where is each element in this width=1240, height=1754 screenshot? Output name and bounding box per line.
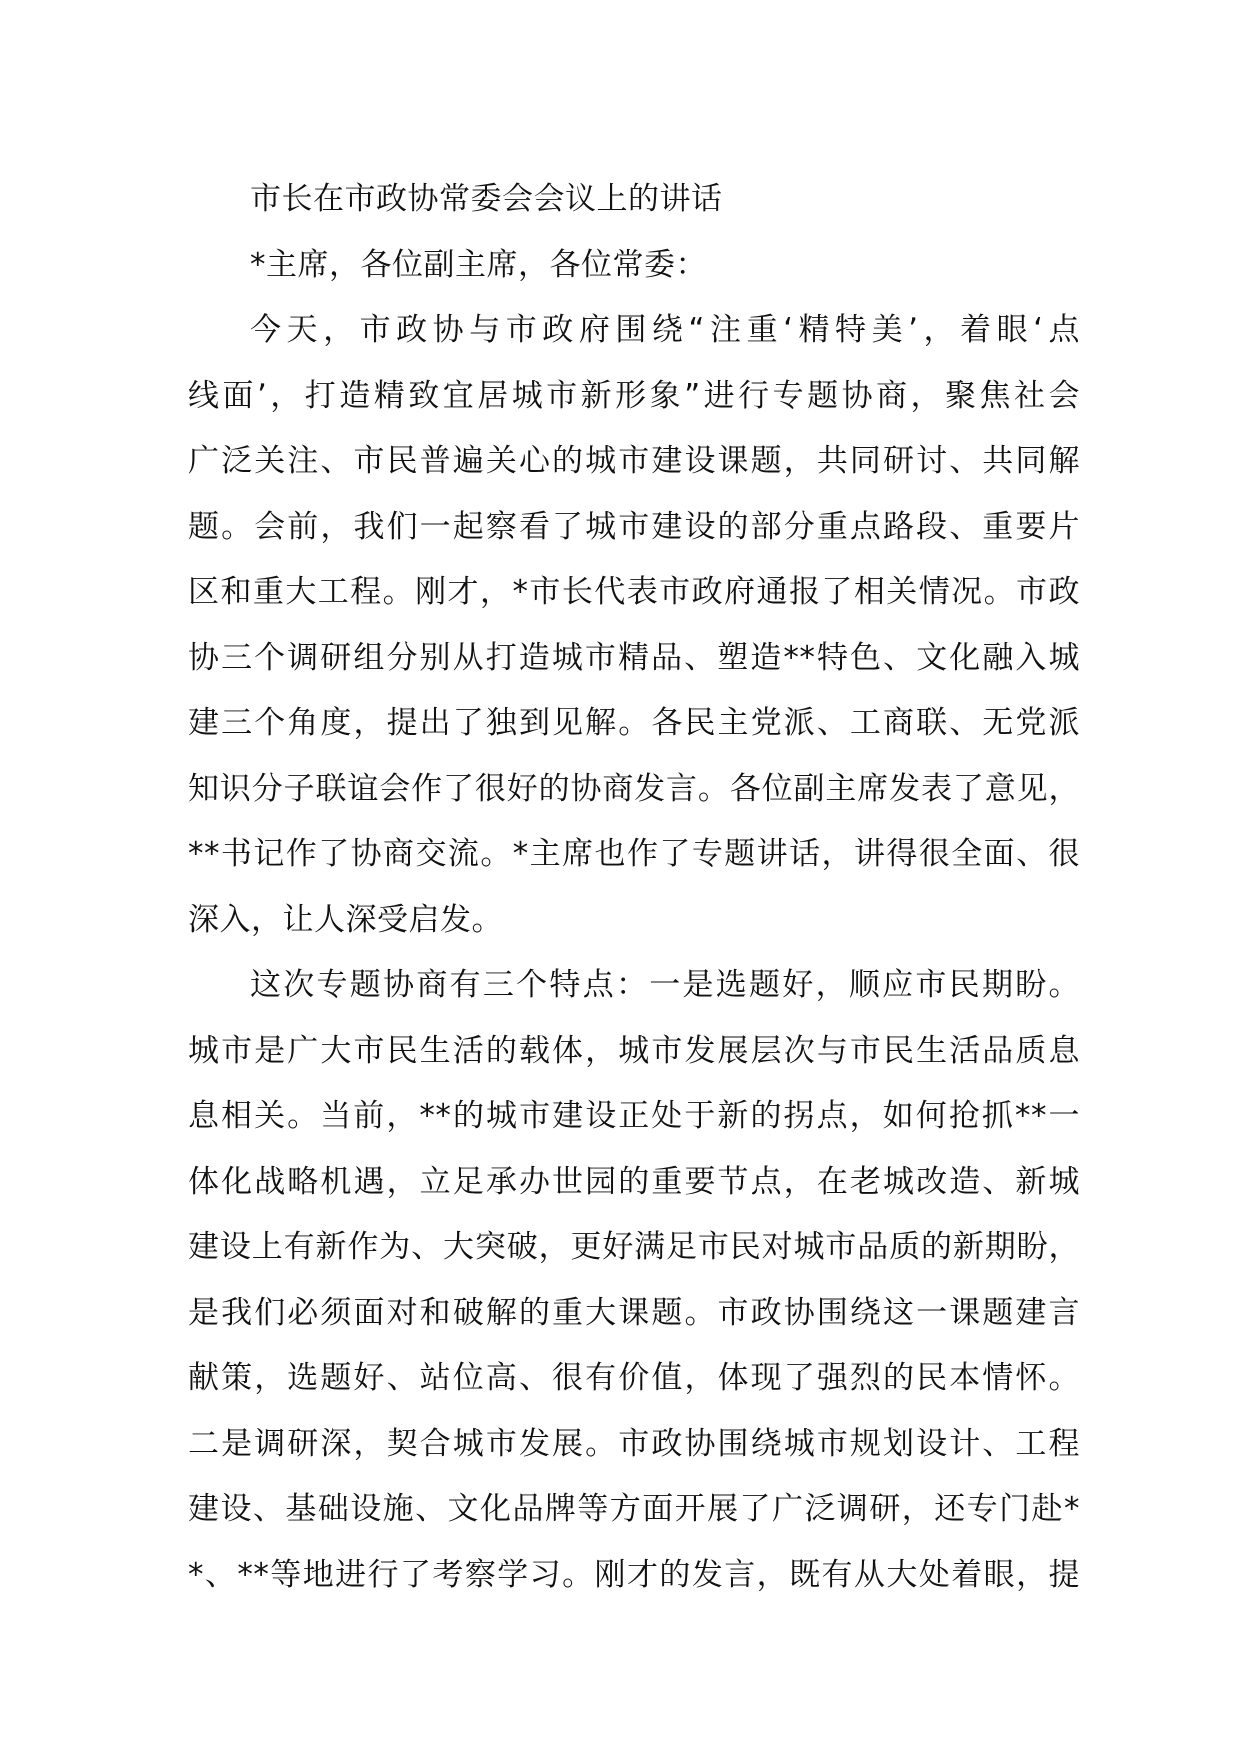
paragraph-line: 体化战略机遇，立足承办世园的重要节点，在老城改造、新城 xyxy=(188,1163,1080,1200)
document-title: 市长在市政协常委会会议上的讲话 xyxy=(250,181,723,217)
paragraph-line: 区和重大工程。刚才，*市长代表市政府通报了相关情况。市政 xyxy=(188,574,1080,610)
paragraph-line: 息相关。当前，**的城市建设正处于新的拐点，如何抢抓**一 xyxy=(188,1098,1080,1134)
paragraph-line: **书记作了协商交流。*主席也作了专题讲话，讲得很全面、很 xyxy=(188,836,1080,872)
paragraph-line: 协三个调研组分别从打造城市精品、塑造**特色、文化融入城 xyxy=(188,639,1080,676)
salutation: *主席，各位副主席，各位常委： xyxy=(250,246,707,283)
paragraph-line: 题。会前，我们一起察看了城市建设的部分重点路段、重要片 xyxy=(188,508,1080,545)
paragraph-line: 线面’，打造精致宜居城市新形象”进行专题协商，聚焦社会 xyxy=(188,377,1080,414)
document-body xyxy=(188,167,1080,1608)
paragraph-line: 建设、基础设施、文化品牌等方面开展了广泛调研，还专门赴* xyxy=(188,1491,1080,1527)
paragraph-line: 知识分子联谊会作了很好的协商发言。各位副主席发表了意见， xyxy=(188,770,1080,807)
paragraph-line: *、**等地进行了考察学习。刚才的发言，既有从大处着眼，提 xyxy=(188,1556,1080,1593)
paragraph-line: 二是调研深，契合城市发展。市政协围绕城市规划设计、工程 xyxy=(188,1425,1080,1462)
paragraph-2 xyxy=(188,953,1080,1608)
paragraph-line: 建三个角度，提出了独到见解。各民主党派、工商联、无党派 xyxy=(188,705,1080,741)
paragraph-line: 今天，市政协与市政府围绕“注重‘精特美’，着眼‘点 xyxy=(250,312,1080,348)
paragraph-line: 是我们必须面对和破解的重大课题。市政协围绕这一课题建言 xyxy=(188,1294,1080,1331)
paragraph-line: 献策，选题好、站位高、很有价值，体现了强烈的民本情怀。 xyxy=(188,1360,1080,1396)
paragraph-line: 城市是广大市民生活的载体，城市发展层次与市民生活品质息 xyxy=(188,1032,1080,1069)
paragraph-line: 建设上有新作为、大突破，更好满足市民对城市品质的新期盼， xyxy=(188,1229,1080,1265)
paragraph-line: 深入，让人深受启发。 xyxy=(188,901,503,938)
paragraph-1 xyxy=(188,298,1080,953)
paragraph-line: 广泛关注、市民普遍关心的城市建设课题，共同研讨、共同解 xyxy=(188,443,1080,479)
paragraph-line: 这次专题协商有三个特点：一是选题好，顺应市民期盼。 xyxy=(250,967,1080,1003)
